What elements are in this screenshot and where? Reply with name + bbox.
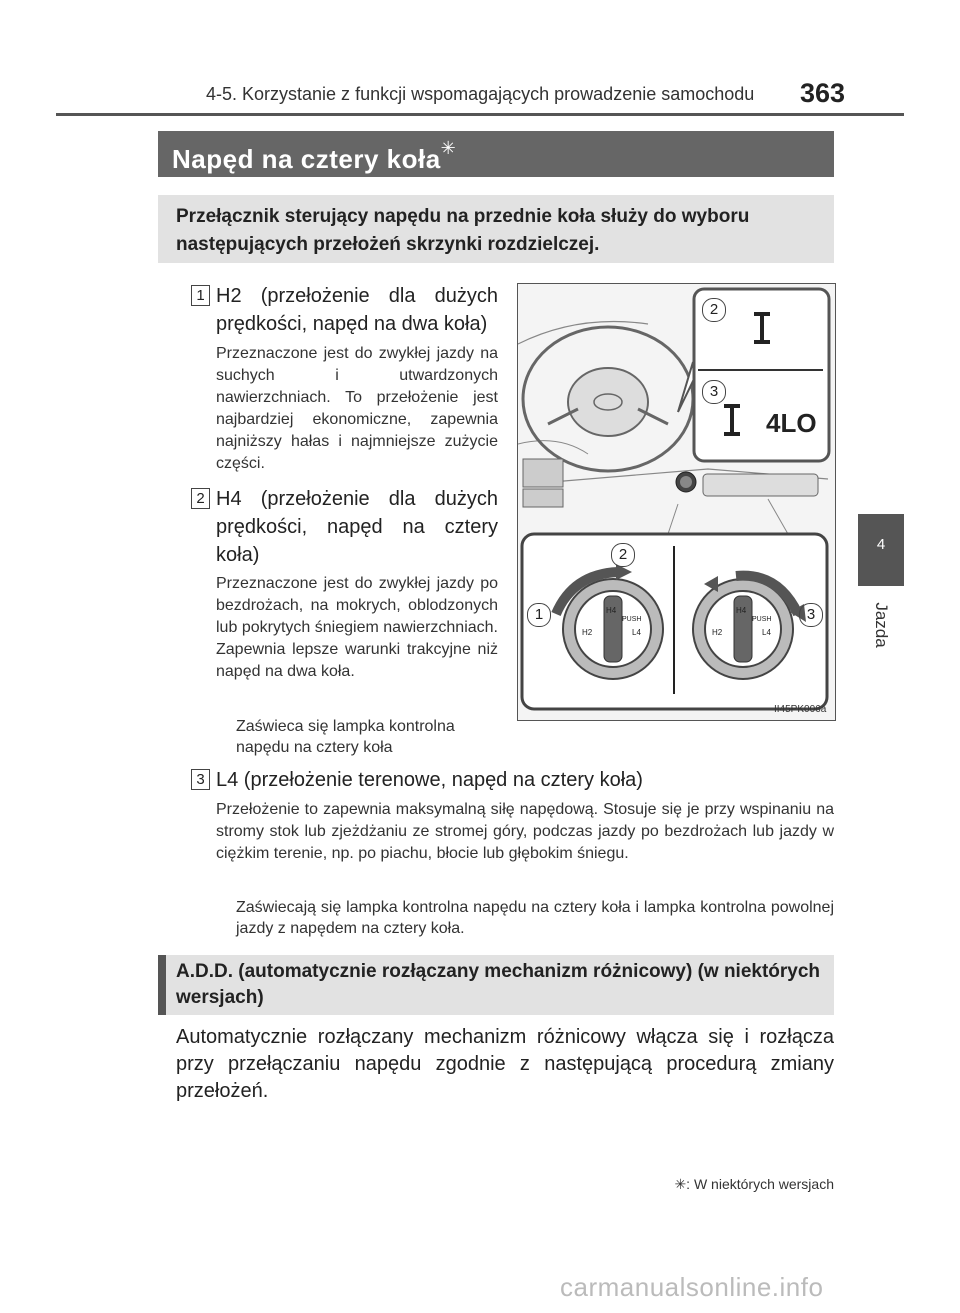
knob-label-l4-left: L4 <box>632 628 641 637</box>
page-title-text: Napęd na cztery koła <box>172 144 441 174</box>
footnote <box>628 1176 834 1193</box>
callout-2-top: 2 <box>702 298 726 322</box>
running-header: 4-5. Korzystanie z funkcji wspomagających prowadzenie samochodu <box>206 84 755 104</box>
callout-1-knob: 1 <box>527 603 551 627</box>
section-heading-bar <box>158 955 166 1015</box>
footnote-text: : W niektórych wersjach <box>686 1176 834 1192</box>
item-3-heading: L4 (przełożenie terenowe, napęd na cztery koła) <box>216 769 643 791</box>
section-heading: A.D.D. (automatycznie rozłączany mechanizm różnicowy) (w niektórych wersjach) <box>176 961 821 1008</box>
intro-text: Przełącznik sterujący napędu na przednie koła służy do wyboru następujących przełożeń skrzynki rozdzielczej. <box>176 206 750 255</box>
callout-2-knob: 2 <box>611 543 635 567</box>
item-2-description: Przeznaczone jest do zwykłej jazdy po bezdrożach, na mokrych, oblodzonych lub pokrytych śniegiem nawierzchniach. Zapewnia lepsze warunki trakcyjne niż napęd na dwa koła. <box>216 575 498 680</box>
knob-label-h2-left: H2 <box>582 628 593 637</box>
item-2-heading: H4 (przełożenie dla dużych prędkości, napęd na cztery koła) <box>216 488 498 566</box>
knob-label-push-right: PUSH <box>752 616 772 623</box>
figure-id: II45PK006a <box>774 704 827 715</box>
item-3-description: Przełożenie to zapewnia maksymalną siłę napędową. Stosuje się je przy wspinaniu na stromy stok lub zjeżdżaniu ze stromej góry, podczas jazdy po bezdrożach lub jazdy w ciężkim terenie, np. po piachu, błocie lub głębokim śniegu. <box>216 801 834 862</box>
item-2-note: Zaświeca się lampka kontrolna napędu na cztery koła <box>236 718 455 756</box>
callout-3-knob: 3 <box>799 603 823 627</box>
watermark: carmanualsonline.info <box>560 1272 824 1302</box>
page-number: 363 <box>800 78 846 108</box>
knob-label-push-left: PUSH <box>622 616 642 623</box>
indicator-4lo: 4LO <box>766 408 817 438</box>
item-number-1: 1 <box>191 285 210 306</box>
page-title <box>172 138 456 175</box>
item-1-heading: H2 (przełożenie dla dużych prędkości, napęd na dwa koła) <box>216 285 498 335</box>
chapter-label-text: Jazda <box>872 602 891 648</box>
item-3-note: Zaświecają się lampka kontrolna napędu na cztery koła i lampka kontrolna powolnej jazdy z napędem na cztery koła. <box>236 899 834 937</box>
knob-label-h2-right: H2 <box>712 628 723 637</box>
figure-shift-lever <box>517 283 836 721</box>
item-1-description: Przeznaczone jest do zwykłej jazdy na suchych i utwardzonych nawierzchniach. To przełożenie jest najbardziej ekonomiczne, zapewnia najniższy hałas i najmniejsze zużycie części. <box>216 345 498 472</box>
title-bar <box>158 131 834 177</box>
knob-label-h4-left: H4 <box>606 606 617 615</box>
section-heading-box <box>158 955 834 1015</box>
chapter-label <box>858 590 904 660</box>
callout-3-top: 3 <box>702 380 726 404</box>
footnote-mark: ✳ <box>674 1176 687 1192</box>
knob-label-h4-right: H4 <box>736 606 747 615</box>
item-number-3: 3 <box>191 769 210 790</box>
asterisk-mark: ✳ <box>440 138 457 158</box>
chapter-tab[interactable]: 4 <box>858 514 904 586</box>
item-number-2: 2 <box>191 488 210 509</box>
intro-box <box>158 195 834 263</box>
body-paragraph: Automatycznie rozłączany mechanizm różnicowy włącza się i rozłącza przy przełączaniu napędu zgodnie z następującą procedurą zmiany przełożeń. <box>176 1026 834 1102</box>
header-rule <box>56 113 904 116</box>
dashboard-illustration <box>518 284 835 720</box>
knob-label-l4-right: L4 <box>762 628 771 637</box>
